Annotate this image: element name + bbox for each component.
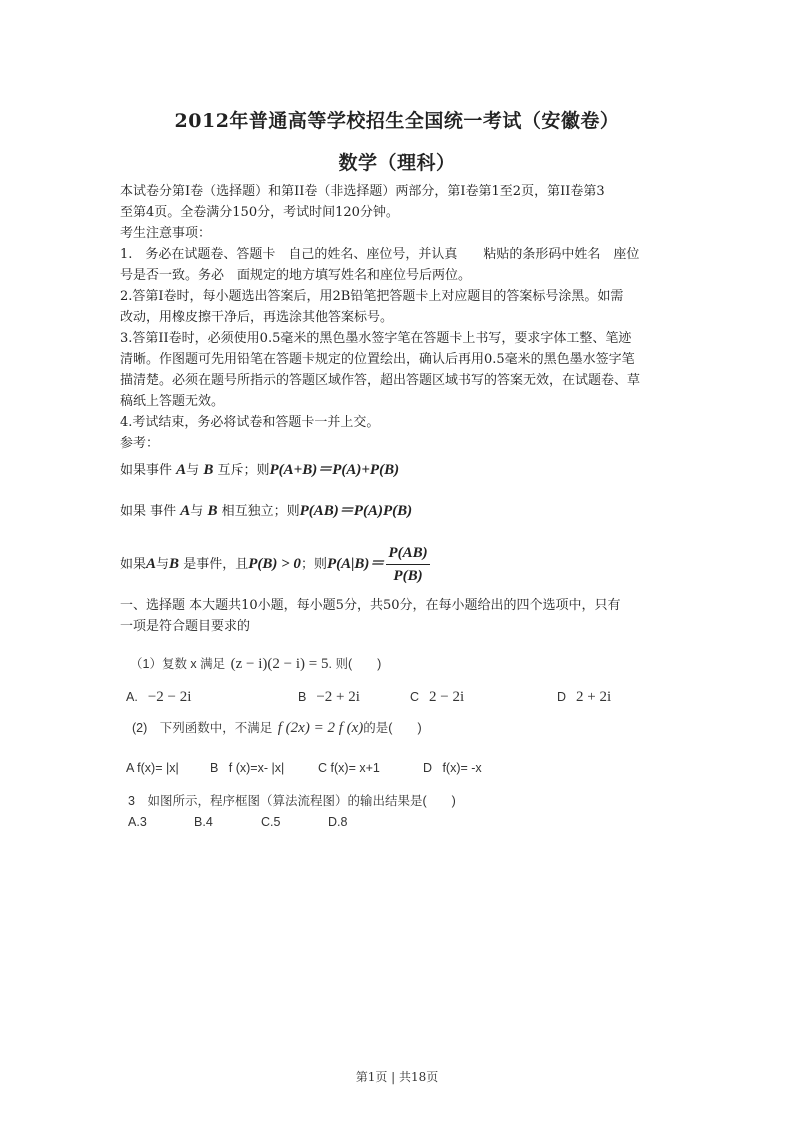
formula-mutually-exclusive: 如果事件 A与 B 互斥；则P(A+B)＝P(A)+P(B) <box>120 462 400 478</box>
question-2-option-b[interactable]: B f (x)=x- |x| <box>210 761 285 775</box>
question-3-option-b[interactable]: B.4 <box>194 815 213 829</box>
formula-conditional: 如果A与B 是事件，且P(B) > 0；则P(A|B)＝ $\frac{P(AB)}{P(B)}$ <box>120 545 428 584</box>
note-line: 2.答第I卷时，每小题选出答案后，用2B铅笔把答题卡上对应题目的答案标号涂黑。如需 <box>120 289 624 304</box>
formula-math: P(AB)＝P(A)P(B) <box>299 503 413 519</box>
note-line: 4.考试结束，务必将试卷和答题卡一并上交。 <box>120 415 380 430</box>
question-1-option-b[interactable]: B −2 + 2i <box>298 689 360 705</box>
note-line: 描清楚。必须在题号所指示的答题区域作答，超出答题区域书写的答案无效，在试题卷、草 <box>120 373 641 388</box>
note-line: 改动，用橡皮擦干净后，再选涂其他答案标号。 <box>120 310 394 325</box>
fraction: $\frac{P(AB)}{P(B)}$ <box>388 545 428 584</box>
question-3-option-a[interactable]: A.3 <box>128 815 147 829</box>
notes-heading: 考生注意事项： <box>120 226 212 241</box>
question-3-stem: 3 如图所示，程序框图（算法流程图）的输出结果是( ) <box>128 794 456 808</box>
question-2-option-a[interactable]: A f(x)= |x| <box>126 761 179 775</box>
formula-math: P(A+B)＝P(A)+P(B) <box>269 462 400 478</box>
page-title: 2012年普通高等学校招生全国统一考试（安徽卷） <box>174 110 620 132</box>
note-line: 号是否一致。务必 面规定的地方填写姓名和座位号后两位。 <box>120 268 472 283</box>
question-1-option-c[interactable]: C 2 − 2i <box>410 689 465 705</box>
intro-line-2: 至第4页。全卷满分150分，考试时间120分钟。 <box>120 205 399 220</box>
question-2-option-d[interactable]: D f(x)= -x <box>423 761 482 775</box>
section-heading: 一、选择题 本大题共10小题，每小题5分，共50分，在每小题给出的四个选项中，只有 <box>120 598 621 613</box>
question-1-option-d[interactable]: D 2 + 2i <box>557 689 612 705</box>
question-2-option-c[interactable]: C f(x)= x+1 <box>318 761 380 775</box>
formula-independent: 如果 事件 A与 B 相互独立；则P(AB)＝P(A)P(B) <box>120 503 413 519</box>
note-line: 清晰。作图题可先用铅笔在答题卡规定的位置绘出，确认后再用0.5毫米的黑色墨水签字笔 <box>120 352 635 367</box>
question-1-stem: （1）复数 x 满足 (z − i)(2 − i) = 5. 则( ) <box>130 656 382 672</box>
note-line: 1. 务必在试题卷、答题卡 自己的姓名、座位号，并认真 粘贴的条形码中姓名 座位 <box>120 247 640 262</box>
page-subtitle: 数学（理科） <box>338 152 456 174</box>
section-heading-cont: 一项是符合题目要求的 <box>120 619 251 634</box>
question-1-option-a[interactable]: A. −2 − 2i <box>126 689 192 705</box>
reference-heading: 参考： <box>120 436 160 451</box>
question-2-stem: (2) 下列函数中，不满足 f (2x) = 2 f (x)的是( ) <box>132 720 422 736</box>
intro-line-1: 本试卷分第I卷（选择题）和第II卷（非选择题）两部分，第I卷第1至2页，第II卷第3 <box>120 184 605 199</box>
question-3-option-c[interactable]: C.5 <box>261 815 281 829</box>
page-footer: 第1页 | 共18页 <box>355 1070 439 1084</box>
question-3-option-d[interactable]: D.8 <box>328 815 348 829</box>
note-line: 3.答第II卷时，必须使用0.5毫米的黑色墨水签字笔在答题卡上书写，要求字体工整、笔迹 <box>120 331 632 346</box>
note-line: 稿纸上答题无效。 <box>120 394 225 409</box>
